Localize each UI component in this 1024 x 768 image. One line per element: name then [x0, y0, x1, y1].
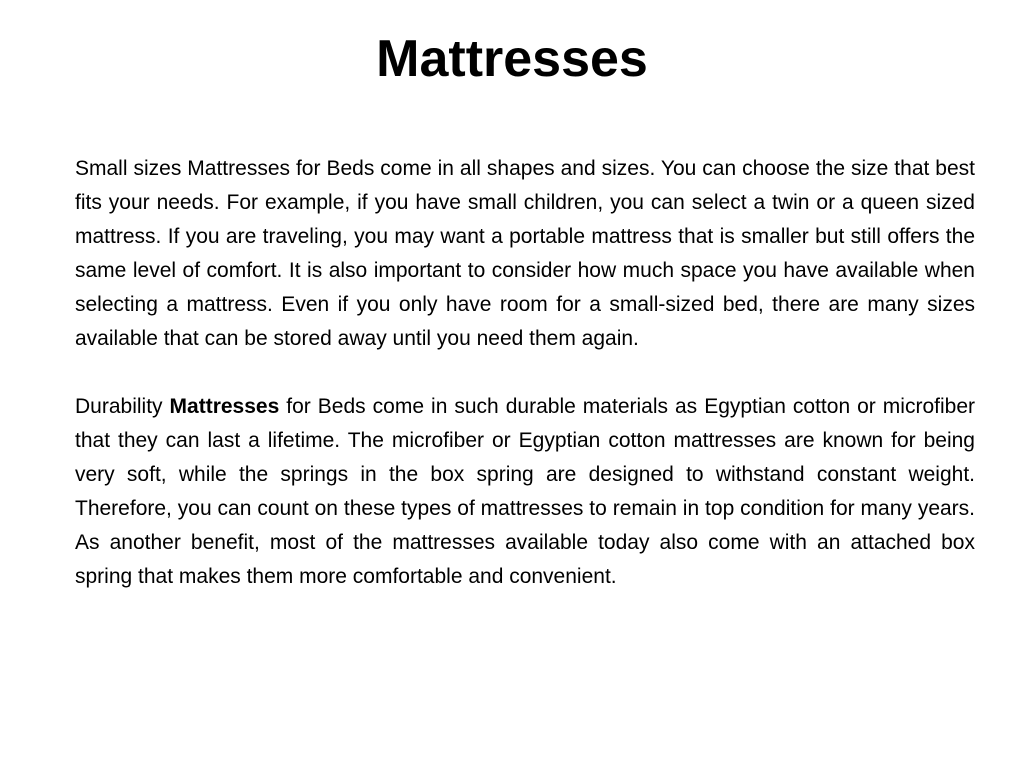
paragraph-durability: [75, 390, 975, 594]
slide-body: [75, 152, 975, 594]
paragraph-durability-rest: for Beds come in such durable materials as Egyptian cotton or microfiber that they can last a lifetime. The microfiber or Egyptian cotton mattresses are known for being very soft, while the springs in the box spring are designed to withstand constant weight. Therefore, you can count on these types of mattresses to remain in top condition for many years. As another benefit, most of the mattresses available today also come with an attached box spring that makes them more comfortable and convenient.: [75, 395, 975, 588]
bold-keyword: Mattresses: [169, 395, 280, 418]
paragraph-durability-lead: Durability: [75, 395, 170, 418]
paragraph-sizes: Small sizes Mattresses for Beds come in all shapes and sizes. You can choose the size that best fits your needs. For example, if you have small children, you can select a twin or a queen sized mattress. If you are traveling, you may want a portable mattress that is smaller but still offers the same level of comfort. It is also important to consider how much space you have available when selecting a mattress. Even if you only have room for a small-sized bed, there are many sizes available that can be stored away until you need them again.: [75, 157, 975, 350]
slide-title: Mattresses: [376, 30, 648, 88]
